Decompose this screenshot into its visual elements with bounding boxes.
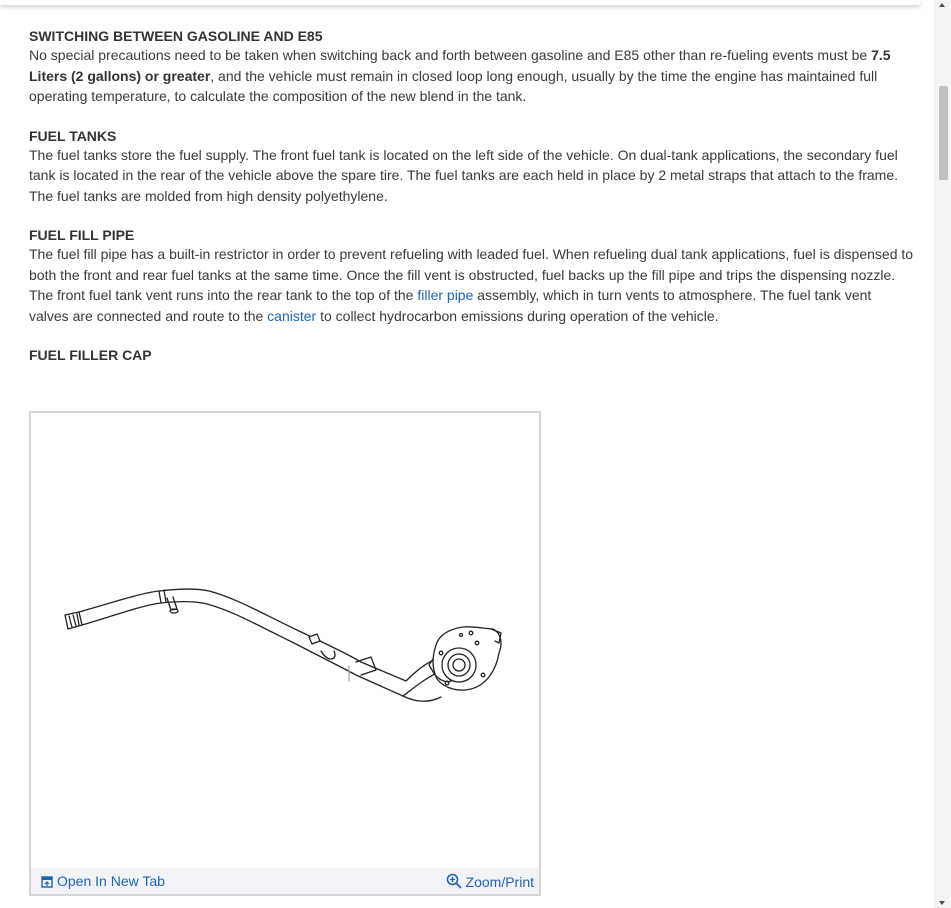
scroll-down-arrow-icon[interactable] [939,901,945,905]
section-switching [29,27,914,107]
vertical-scrollbar[interactable] [934,0,951,908]
body-text: to collect hydrocarbon emissions during operation of the vehicle. [316,307,719,324]
body-text: , and the vehicle must remain in closed loop long enough, usually by the time the engine has maintained full operating temperature, to calculate the composition of the new blend in the tank. [29,67,878,104]
body-text: assembly, which in turn vents to atmosphere. The fuel tank vent valves are connected and route to the [29,287,872,324]
canister-link[interactable]: canister [267,307,317,324]
body-text: The fuel fill pipe has a built-in restrictor in order to prevent refueling with leaded fuel. When refueling dual tank applications, fuel is dispensed to both the front and rear fuel tanks at the same time. Once the fill vent is obstructed, fuel backs up the fill pipe and trips the dispensing nozzle. The front fuel tank vent runs into the rear tank to the top of the [29,246,914,303]
zoom-icon [446,873,462,889]
open-in-new-tab-button[interactable] [41,873,165,889]
body-text: No special precautions need to be taken when switching back and forth between gasoline and E85 other than re-fueling events must be [29,47,872,63]
section-body [29,45,914,107]
section-fuel-fill-pipe [29,226,914,326]
figure-panel [29,411,541,896]
scroll-up-arrow-icon[interactable] [939,3,945,7]
top-toolbar-edge [0,0,920,5]
section-fuel-filler-cap [29,346,914,364]
open-in-new-tab-icon [41,876,53,888]
fuel-fill-pipe-illustration[interactable] [31,413,539,868]
section-body: The fuel tanks store the fuel supply. The front fuel tank is located on the left side of the vehicle. On dual-tank applications, the secondary fuel tank is located in the rear of the vehicle above the spare tire. The fuel tanks are each held in place by 2 metal straps that attach to the frame. The fuel tanks are molded from high density polyethylene. [29,146,899,204]
filler-pipe-link[interactable]: filler pipe [417,287,474,303]
article-content [29,27,914,384]
section-body [29,244,914,326]
section-heading: FUEL FILL PIPE [29,227,135,243]
body-bold-text: 7.5 Liters (2 gallons) or greater [29,47,891,84]
zoom-print-button[interactable] [446,873,534,890]
open-in-new-tab-label: Open In New Tab [57,873,165,889]
scrollbar-thumb[interactable] [939,86,948,180]
section-heading: SWITCHING BETWEEN GASOLINE AND E85 [29,28,323,44]
section-heading: FUEL TANKS [29,127,117,144]
zoom-print-label: Zoom/Print [465,874,534,890]
section-fuel-tanks [29,127,914,207]
section-heading: FUEL FILLER CAP [29,347,152,363]
figure-toolbar [31,868,539,894]
